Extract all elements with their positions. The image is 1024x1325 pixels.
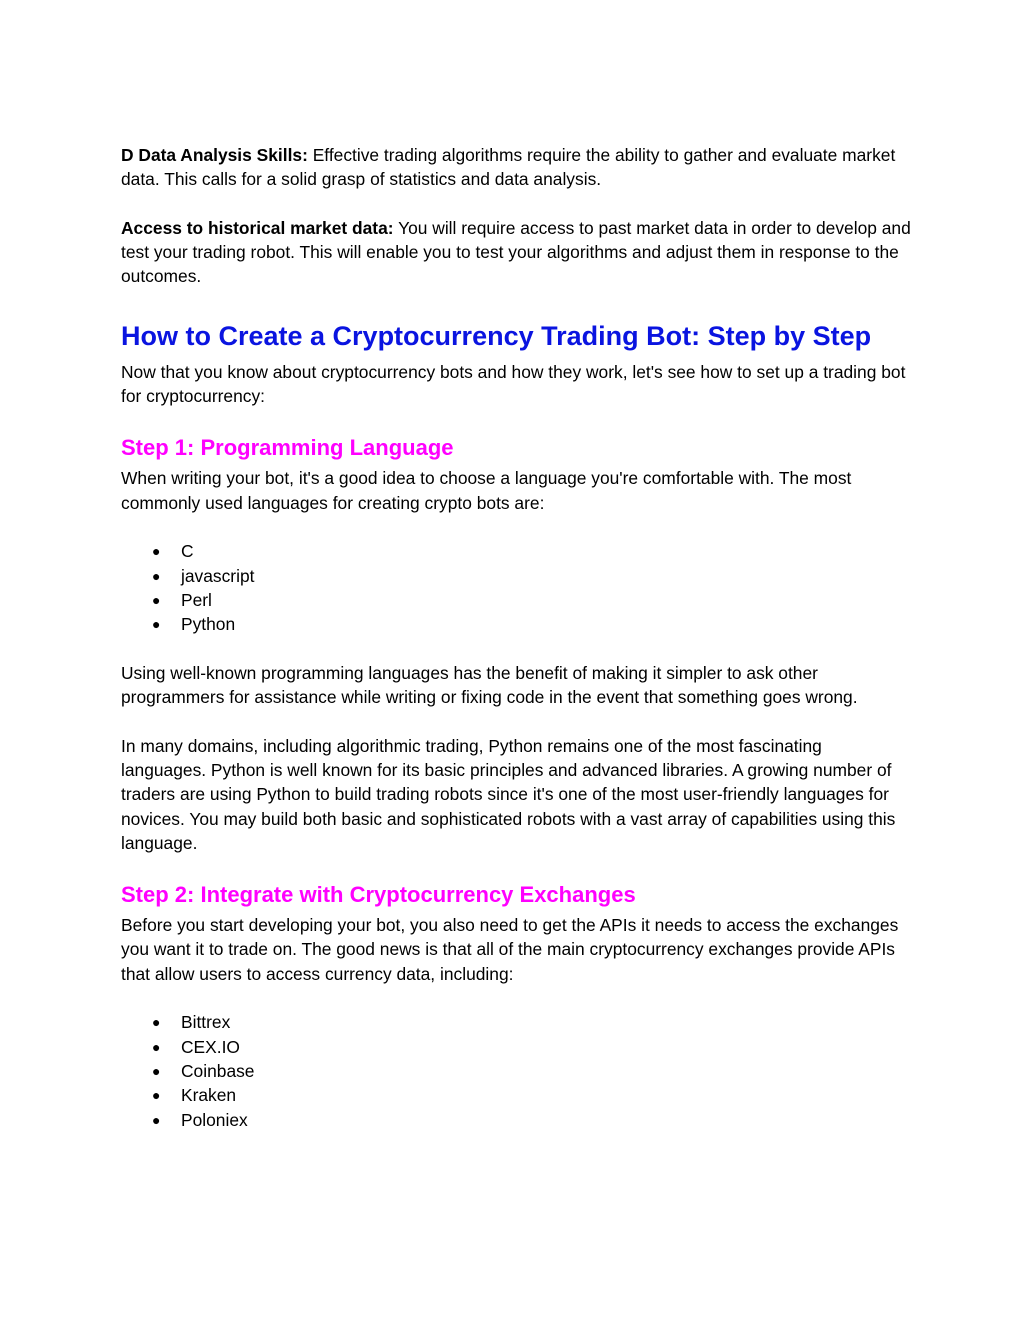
section-title: How to Create a Cryptocurrency Trading Bot: Step by Step <box>121 320 872 351</box>
bullet-icon: ● <box>152 543 161 560</box>
bullet-icon: ● <box>152 567 161 584</box>
list-item <box>121 1108 911 1132</box>
step2-title: Step 2: Integrate with Cryptocurrency Exchanges <box>121 882 636 908</box>
bullet-icon: ● <box>152 616 161 633</box>
step1-paragraph-2: In many domains, including algorithmic trading, Python remains one of the most fascinating languages. Python is well known for its basic principles and advanced libraries. A growing number of traders are using Python to build trading robots since it's one of the most user-friendly languages for novices. You may build both basic and sophisticated robots with a vast array of capabilities using this language. <box>121 735 896 853</box>
historical-data-text: You will require access to past market data in order to develop and test your trading robot. This will enable you to test your algorithms and adjust them in response to the outcomes. <box>121 217 911 287</box>
exchange-name: Bittrex <box>181 1012 231 1033</box>
list-item <box>121 539 911 563</box>
list-item <box>121 564 911 588</box>
historical-data-paragraph <box>121 216 911 289</box>
bullet-icon: ● <box>152 591 161 608</box>
bullet-icon: ● <box>152 1014 161 1031</box>
languages-list <box>121 539 911 636</box>
language-name: C <box>181 541 194 562</box>
historical-data-label: Access to historical market data: <box>121 217 394 238</box>
exchange-name: Poloniex <box>181 1109 248 1130</box>
list-item <box>121 1083 911 1107</box>
list-item <box>121 1010 911 1034</box>
bullet-icon: ● <box>152 1087 161 1104</box>
data-analysis-paragraph <box>121 143 911 192</box>
language-name: Perl <box>181 589 212 610</box>
list-item <box>121 1035 911 1059</box>
language-name: Python <box>181 614 236 635</box>
bullet-icon: ● <box>152 1111 161 1128</box>
data-analysis-text: Effective trading algorithms require the ability to gather and evaluate market data. This calls for a solid grasp of statistics and data analysis. <box>121 145 896 190</box>
exchanges-list <box>121 1010 911 1131</box>
step1-paragraph-1: Using well-known programming languages has the benefit of making it simpler to ask other programmers for assistance while writing or fixing code in the event that something goes wrong. <box>121 662 858 708</box>
data-analysis-label: D Data Analysis Skills: <box>121 145 308 165</box>
exchange-name: CEX.IO <box>181 1036 240 1057</box>
language-name: javascript <box>181 565 255 586</box>
bullet-icon: ● <box>152 1062 161 1079</box>
step1-title: Step 1: Programming Language <box>121 435 454 461</box>
list-item <box>121 612 911 636</box>
step2-intro: Before you start developing your bot, you also need to get the APIs it needs to access the exchanges you want it to trade on. The good news is that all of the main cryptocurrency exchanges provide APIs that allow users to access currency data, including: <box>121 915 899 984</box>
document-page <box>121 143 911 1132</box>
list-item <box>121 1059 911 1083</box>
exchange-name: Kraken <box>181 1085 237 1106</box>
section-intro: Now that you know about cryptocurrency bots and how they work, let's see how to set up a trading bot for cryptocurrency: <box>121 361 906 407</box>
step1-intro: When writing your bot, it's a good idea to choose a language you're comfortable with. The most commonly used languages for creating crypto bots are: <box>121 468 852 513</box>
bullet-icon: ● <box>152 1038 161 1055</box>
exchange-name: Coinbase <box>181 1060 255 1081</box>
list-item <box>121 588 911 612</box>
